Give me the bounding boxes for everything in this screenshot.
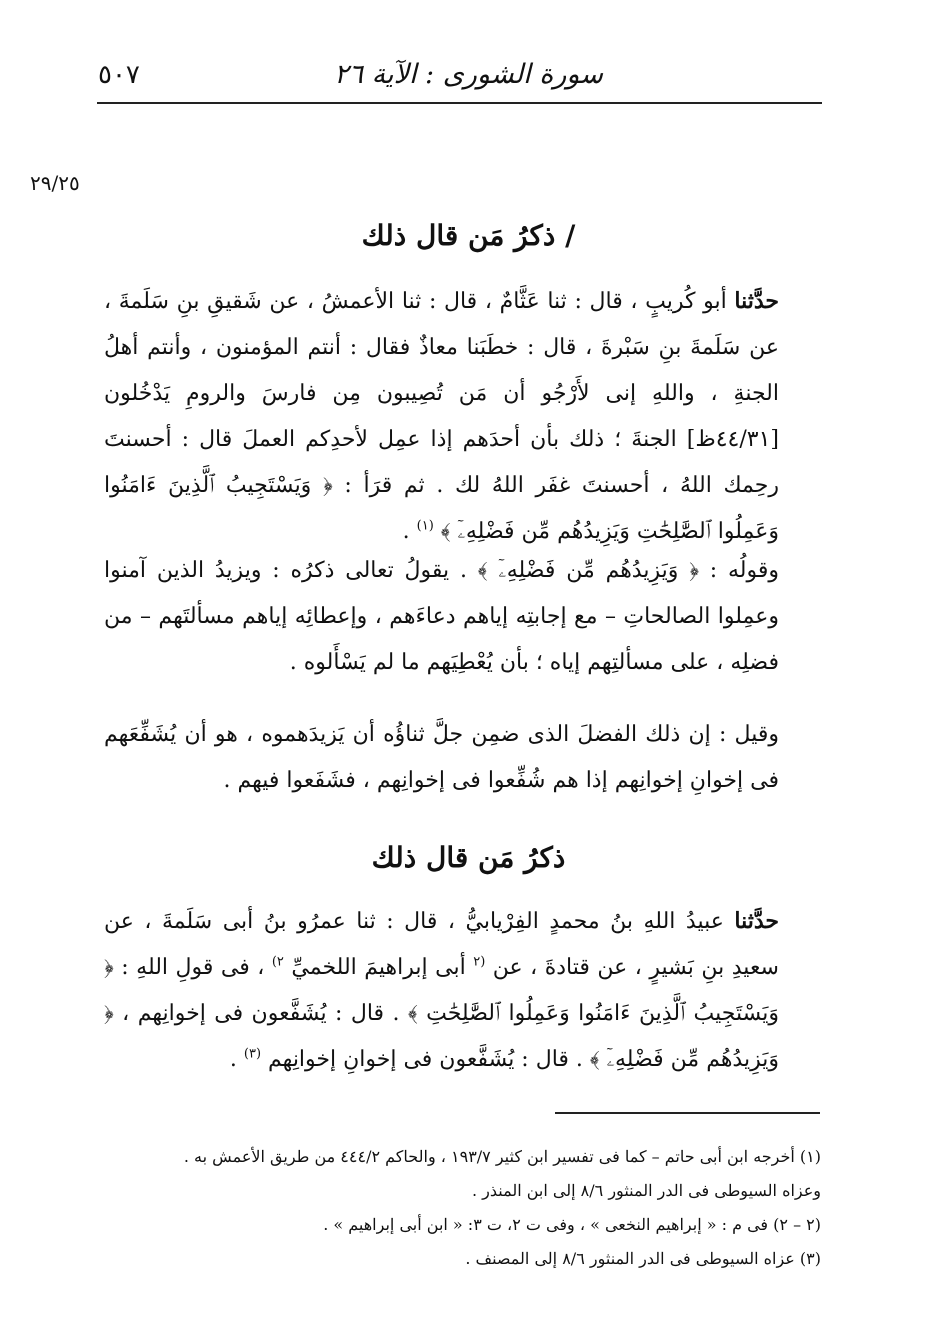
narration-lead-word: حدَّثنا xyxy=(734,288,779,314)
hadith-paragraph-2-text-c: ، فى قولِ اللهِ : ﴿ وَيَسْتَجِيبُ ٱلَّذِينَ ءَامَنُوا وَعَمِلُوا ٱلصَّٰلِحَٰتِ ﴾ . قال : يُشَفَّعون فى إخوانِهم ، ﴿ وَيَزِيدُهُم مِّن فَضْلِهِۦٓ ﴾ . قال : يُشَفَّعون فى إخوانِ إخوانِهم xyxy=(104,955,779,1072)
footnote-1: (١) أخرجه ابن أبى حاتم – كما فى تفسير ابن كثير ١٩٣/٧ ، والحاكم ٤٤٤/٢ من طريق الأعمش به . xyxy=(183,1147,821,1166)
commentary-paragraph xyxy=(104,548,821,686)
running-header-title: سورة الشورى : الآية ٢٦ xyxy=(333,59,604,90)
hadith-paragraph-2: حدَّثنا عبيدُ اللهِ بنُ محمدٍ الفِرْيابيُّ ، قال : ثنا عمرُو بنُ أبى سَلَمةَ ، عن سعيدِ بنِ بَشيرٍ ، عن قتادةَ ، عن $^{(٢}$ أبى إبراهيمَ اللخميِّ $^{٢)}$ ، فى قولِ اللهِ : ﴿ وَيَسْتَجِيبُ ٱلَّذِينَ ءَامَنُوا وَعَمِلُوا ٱلصَّٰلِحَٰتِ ﴾ . قال : يُشَفَّعون فى إخوانِهم ، ﴿ وَيَزِيدُهُم مِّن فَضْلِهِۦٓ ﴾ . قال : يُشَفَّعون فى إخوانِ إخوانِهم $^{(٣)}$ . xyxy=(104,908,779,1072)
footnote-1-continued: وعزاه السيوطى فى الدر المنثور ٨/٦ إلى ابن المنذر . xyxy=(471,1181,821,1200)
footnote-ref-3: (٣) xyxy=(243,1046,262,1062)
hadith-paragraph-2-text-a: عبيدُ اللهِ بنُ محمدٍ الفِرْيابيُّ ، قال : ثنا عمرُو بنُ أبى سَلَمةَ ، عن سعيدِ بنِ بَشيرٍ ، عن قتادةَ ، عن xyxy=(104,909,779,980)
manuscript-slash-marker: / xyxy=(565,219,576,252)
hadith-paragraph-1: حدَّثنا أبو كُريبٍ ، قال : ثنا عَثَّامٌ ، قال : ثنا الأعمشُ ، عن شَقيقِ بنِ سَلَمةَ ، عن سَلَمةَ بنِ سَبْرةَ ، قال : خطَبَنا معاذٌ فقال : أنتم المؤمنون ، وأنتم أهلُ الجنةِ ، واللهِ إنى لأَرْجُو أن مَن تُصِيبون مِن فارسَ والرومِ يَدْخُلون [٤٤/٣١ظ] الجنةَ ؛ ذلك بأن أحدَهم إذا عمِل لأحدِكم العملَ قال : أحسنتَ رحِمك اللهُ ، أحسنتَ غفَر اللهُ لك . ثم قرَأ : ﴿ وَيَسْتَجِيبُ ٱلَّذِينَ ءَامَنُوا وَعَمِلُوا ٱلصَّٰلِحَٰتِ وَيَزِيدُهُم مِّن فَضْلِهِۦٓ ﴾ $^{(١)}$ . xyxy=(104,288,779,544)
footnote-rule xyxy=(555,1112,820,1114)
commentary-paragraph-text: وقولُه : ﴿ وَيَزِيدُهُم مِّن فَضْلِهِۦٓ ﴾ . يقولُ تعالى ذكرُه : ويزيدُ الذين آمنوا وعمِلوا الصالحاتِ – مع إجابتِه إياهم دعاءَهم ، وإعطائِه إياهم مسألتَهم – من فضلِه ، على مسألتِهم إياه ؛ بأن يُعْطِيَهم ما لم يَسْأَلوه . xyxy=(104,558,779,675)
page-number: ٥٠٧ xyxy=(98,60,140,90)
narration-lead-word-2: حدَّثنا xyxy=(734,908,779,934)
footnote-3: (٣) عزاه السيوطى فى الدر المنثور ٨/٦ إلى المصنف . xyxy=(465,1249,821,1268)
section-heading-1 xyxy=(100,214,837,258)
section-heading-2 xyxy=(100,836,837,880)
section-heading-1-text: ذكرُ مَن قال ذلك xyxy=(361,219,556,252)
opinion-paragraph-text: وقيل : إن ذلك الفضلَ الذى ضمِن جلَّ ثناؤُه أن يَزيدَهموه ، هو أن يُشَفِّعَهم فى إخوانِ إخوانِهم إذا هم شُفِّعوا فى إخوانِهم ، فشَفَعوا فيهم . xyxy=(104,722,779,793)
footnote-ref-2-open: (٢ xyxy=(473,954,486,970)
opinion-paragraph xyxy=(104,712,821,804)
header-rule xyxy=(97,102,822,104)
margin-volume-reference: ٢٩/٢٥ xyxy=(30,171,80,195)
footnote-ref-1: (١) xyxy=(416,518,434,534)
footnote-ref-2-close: ٢) xyxy=(271,954,284,970)
footnotes xyxy=(104,1140,821,1276)
footnote-2: (٢ – ٢) فى م : « إبراهيم النخعى » ، وفى ت ٢، ت ٣: « ابن أبى إبراهيم » . xyxy=(323,1215,821,1234)
hadith-paragraph-1-text: أبو كُريبٍ ، قال : ثنا عَثَّامٌ ، قال : ثنا الأعمشُ ، عن شَقيقِ بنِ سَلَمةَ ، عن سَلَمةَ بنِ سَبْرةَ ، قال : خطَبَنا معاذٌ فقال : أنتم المؤمنون ، وأنتم أهلُ الجنةِ ، واللهِ إنى لأَرْجُو أن مَن تُصِيبون مِن فارسَ والرومِ يَدْخُلون [٤٤/٣١ظ] الجنةَ ؛ ذلك بأن أحدَهم إذا عمِل لأحدِكم العملَ قال : أحسنتَ رحِمك اللهُ ، أحسنتَ غفَر اللهُ لك . ثم قرَأ : ﴿ وَيَسْتَجِيبُ ٱلَّذِينَ ءَامَنُوا وَعَمِلُوا ٱلصَّٰلِحَٰتِ وَيَزِيدُهُم مِّن فَضْلِهِۦٓ ﴾ xyxy=(104,289,779,544)
hadith-paragraph-2-text-b: أبى إبراهيمَ اللخميِّ xyxy=(291,955,466,980)
section-heading-2-text: ذكرُ مَن قال ذلك xyxy=(371,841,566,874)
